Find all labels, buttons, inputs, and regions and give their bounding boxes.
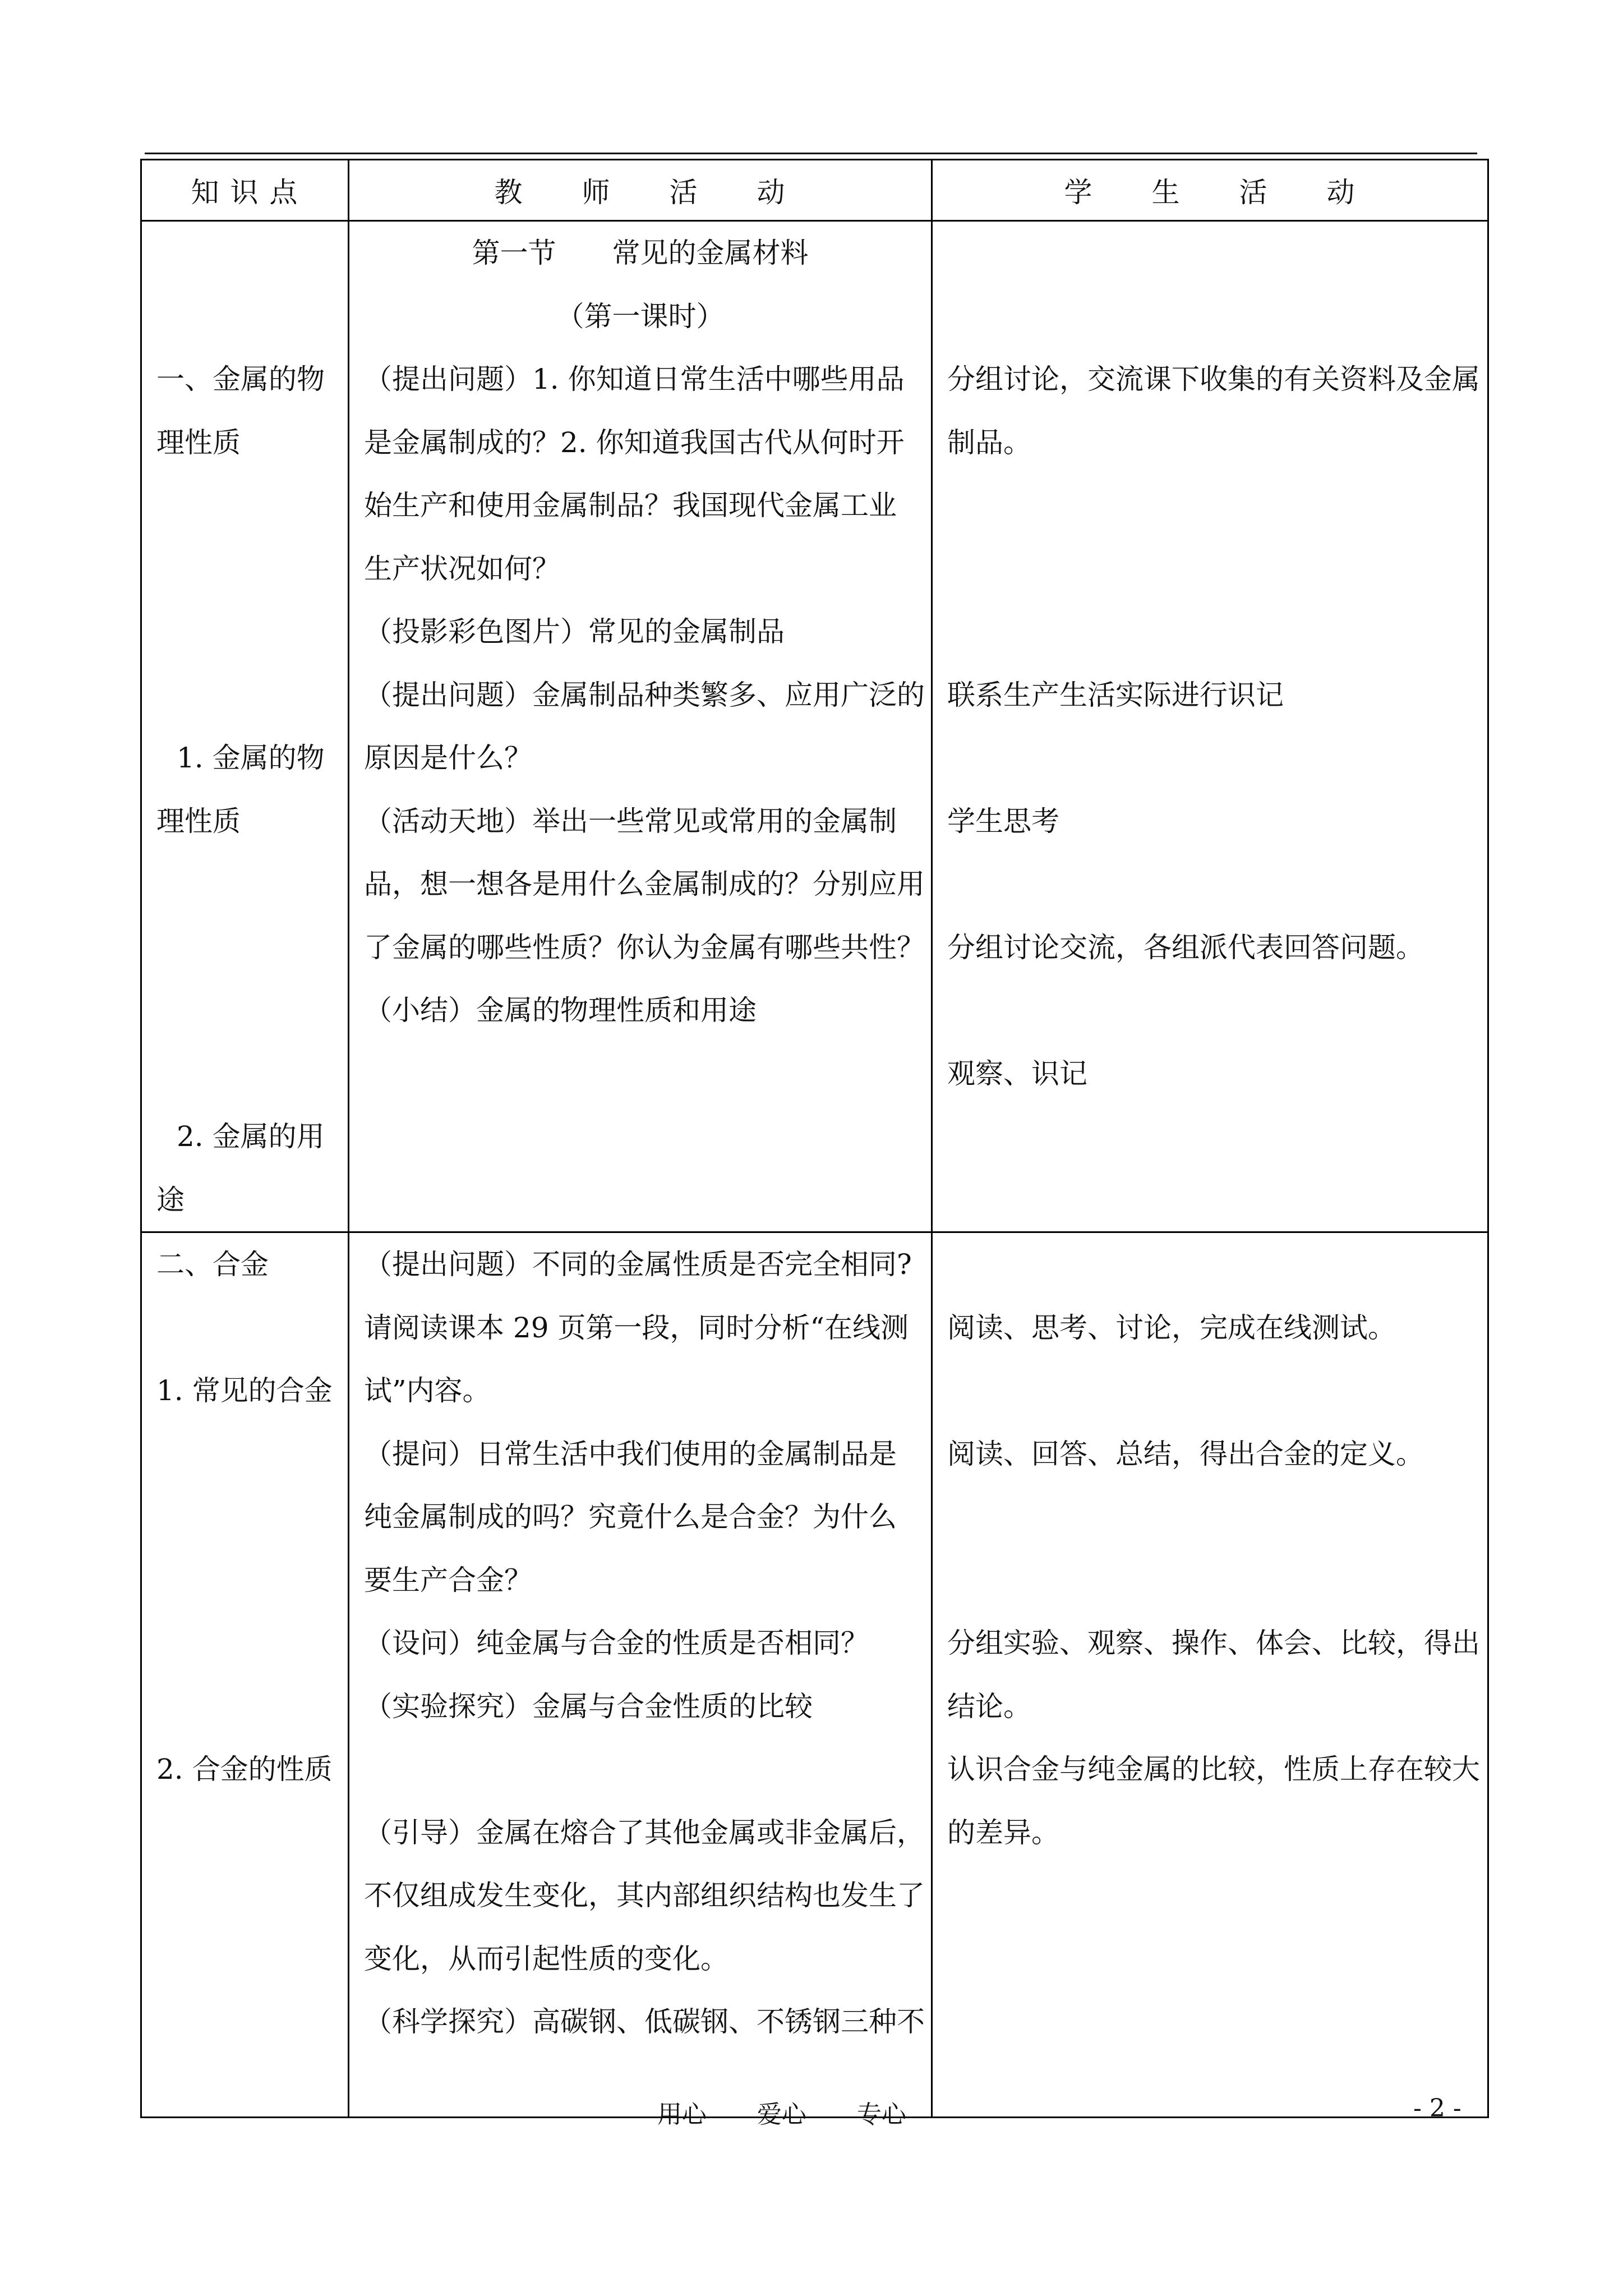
cell-line — [142, 2054, 348, 2117]
knowledge-cell — [141, 221, 349, 1232]
cell-line: （设问）纯金属与合金的性质是否相同？ — [364, 1627, 869, 1659]
cell-line — [142, 537, 348, 601]
cell-line — [933, 1105, 1487, 1168]
cell-line: （提出问题）1. 你知道日常生活中哪些用品 — [364, 363, 905, 395]
teacher-cell — [349, 1232, 932, 2118]
cell-line: 分组讨论交流，各组派代表回答问题。 — [947, 931, 1424, 964]
cell-line — [933, 726, 1487, 790]
footer-motto-1: 用心 — [657, 2100, 707, 2129]
cell-line: 始生产和使用金属制品？我国现代金属工业 — [364, 489, 897, 522]
header-rule — [145, 153, 1477, 154]
header-knowledge: 知 识 点 — [141, 160, 349, 221]
cell-line: 二、合金 — [156, 1248, 269, 1281]
footer-motto-3: 专心 — [857, 2100, 906, 2129]
cell-line: 分组实验、观察、操作、体会、比较，得出 — [947, 1627, 1480, 1659]
cell-line: 生产状况如何？ — [364, 552, 560, 585]
cell-line — [142, 1927, 348, 1991]
cell-line: （科学探究）高碳钢、低碳钢、不锈钢三种不 — [364, 2005, 925, 2038]
cell-line: 是金属制成的？2. 你知道我国古代从何时开 — [364, 426, 905, 459]
student-cell — [932, 1232, 1488, 2118]
cell-line: 不仅组成发生变化，其内部组织结构也发生了 — [364, 1879, 925, 1912]
cell-line — [142, 916, 348, 979]
cell-line: （提出问题）不同的金属性质是否完全相同? — [364, 1248, 912, 1281]
cell-line — [142, 664, 348, 727]
cell-line: 第一节 常见的金属材料 — [472, 237, 809, 269]
cell-line: 2. 金属的用 — [177, 1120, 325, 1153]
cell-line — [142, 600, 348, 664]
cell-line — [933, 285, 1487, 348]
cell-line: 认识合金与纯金属的比较，性质上存在较大 — [947, 1753, 1480, 1786]
footer-motto-2: 爱心 — [757, 2100, 806, 2129]
cell-line — [142, 1549, 348, 1612]
cell-line — [933, 1233, 1487, 1296]
cell-line — [142, 1423, 348, 1486]
cell-line — [933, 2054, 1487, 2117]
cell-line: （投影彩色图片）常见的金属制品 — [364, 615, 785, 648]
cell-line: 要生产合金？ — [364, 1563, 532, 1596]
cell-line — [933, 979, 1487, 1042]
cell-line — [142, 222, 348, 285]
cell-line — [142, 853, 348, 916]
cell-line: 理性质 — [156, 426, 241, 459]
cell-line: （提问）日常生活中我们使用的金属制品是 — [364, 1437, 897, 1470]
header-student: 学 生 活 动 — [932, 160, 1488, 221]
cell-line: （引导）金属在熔合了其他金属或非金属后， — [364, 1816, 925, 1849]
page-number: - 2 - — [1413, 2094, 1461, 2123]
cell-line: （活动天地）举出一些常见或常用的金属制 — [364, 804, 897, 838]
cell-line — [349, 1168, 931, 1232]
cell-line — [349, 1105, 931, 1168]
cell-line: （第一课时） — [556, 300, 725, 333]
header-teacher: 教 师 活 动 — [349, 160, 932, 221]
cell-line — [349, 1738, 931, 1801]
cell-line: 阅读、回答、总结，得出合金的定义。 — [947, 1437, 1424, 1470]
cell-line — [933, 1864, 1487, 1927]
cell-line: （实验探究）金属与合金性质的比较 — [364, 1690, 813, 1723]
cell-line — [349, 2054, 931, 2117]
cell-line: 途 — [156, 1183, 185, 1216]
lesson-table — [140, 159, 1489, 2118]
cell-line — [142, 1675, 348, 1738]
cell-line: 变化，从而引起性质的变化。 — [364, 1942, 728, 1975]
cell-line — [933, 1359, 1487, 1423]
cell-line — [142, 1485, 348, 1549]
cell-line: 1. 金属的物 — [177, 742, 325, 774]
cell-line: 请阅读课本 29 页第一段，同时分析“在线测 — [364, 1311, 909, 1344]
cell-line: 原因是什么？ — [364, 742, 532, 774]
cell-line — [142, 1612, 348, 1675]
cell-line: 试”内容。 — [364, 1374, 491, 1407]
cell-line — [142, 285, 348, 348]
cell-line — [142, 1864, 348, 1927]
cell-line — [142, 1042, 348, 1106]
cell-line: 纯金属制成的吗？究竟什么是合金？为什么 — [364, 1501, 897, 1533]
cell-line — [933, 474, 1487, 537]
cell-line: 学生思考 — [947, 804, 1059, 838]
cell-line: 了金属的哪些性质？你认为金属有哪些共性？ — [364, 931, 925, 964]
cell-line: 的差异。 — [947, 1816, 1059, 1849]
cell-line — [933, 1549, 1487, 1612]
cell-line — [933, 1927, 1487, 1991]
cell-line — [142, 979, 348, 1042]
cell-line — [933, 600, 1487, 664]
cell-line: 结论。 — [947, 1690, 1031, 1723]
cell-line — [933, 222, 1487, 285]
cell-line — [933, 853, 1487, 916]
cell-line: 联系生产生活实际进行识记 — [947, 678, 1284, 711]
cell-line: （提出问题）金属制品种类繁多、应用广泛的 — [364, 678, 925, 711]
cell-line: 品，想一想各是用什么金属制成的？分别应用 — [364, 868, 925, 900]
cell-line: 2. 合金的性质 — [156, 1753, 333, 1786]
cell-line — [349, 1042, 931, 1106]
table-header-row — [141, 160, 1488, 221]
table-row — [141, 221, 1488, 1232]
table-row — [141, 1232, 1488, 2118]
cell-line — [933, 1168, 1487, 1232]
cell-line: 理性质 — [156, 804, 241, 838]
teacher-cell — [349, 221, 932, 1232]
cell-line — [142, 1296, 348, 1360]
cell-line — [933, 1485, 1487, 1549]
cell-line — [142, 474, 348, 537]
cell-line: 制品。 — [947, 426, 1031, 459]
cell-line: 观察、识记 — [947, 1057, 1087, 1090]
cell-line: 分组讨论，交流课下收集的有关资料及金属 — [947, 363, 1480, 395]
student-cell — [932, 221, 1488, 1232]
cell-line: 阅读、思考、讨论，完成在线测试。 — [947, 1311, 1396, 1344]
cell-line: 1. 常见的合金 — [156, 1374, 333, 1407]
cell-line: （小结）金属的物理性质和用途 — [364, 994, 757, 1027]
cell-line — [933, 537, 1487, 601]
knowledge-cell — [141, 1232, 349, 2118]
cell-line — [142, 1801, 348, 1865]
cell-line — [142, 1990, 348, 2054]
cell-line: 一、金属的物 — [156, 363, 325, 395]
cell-line — [933, 1990, 1487, 2054]
